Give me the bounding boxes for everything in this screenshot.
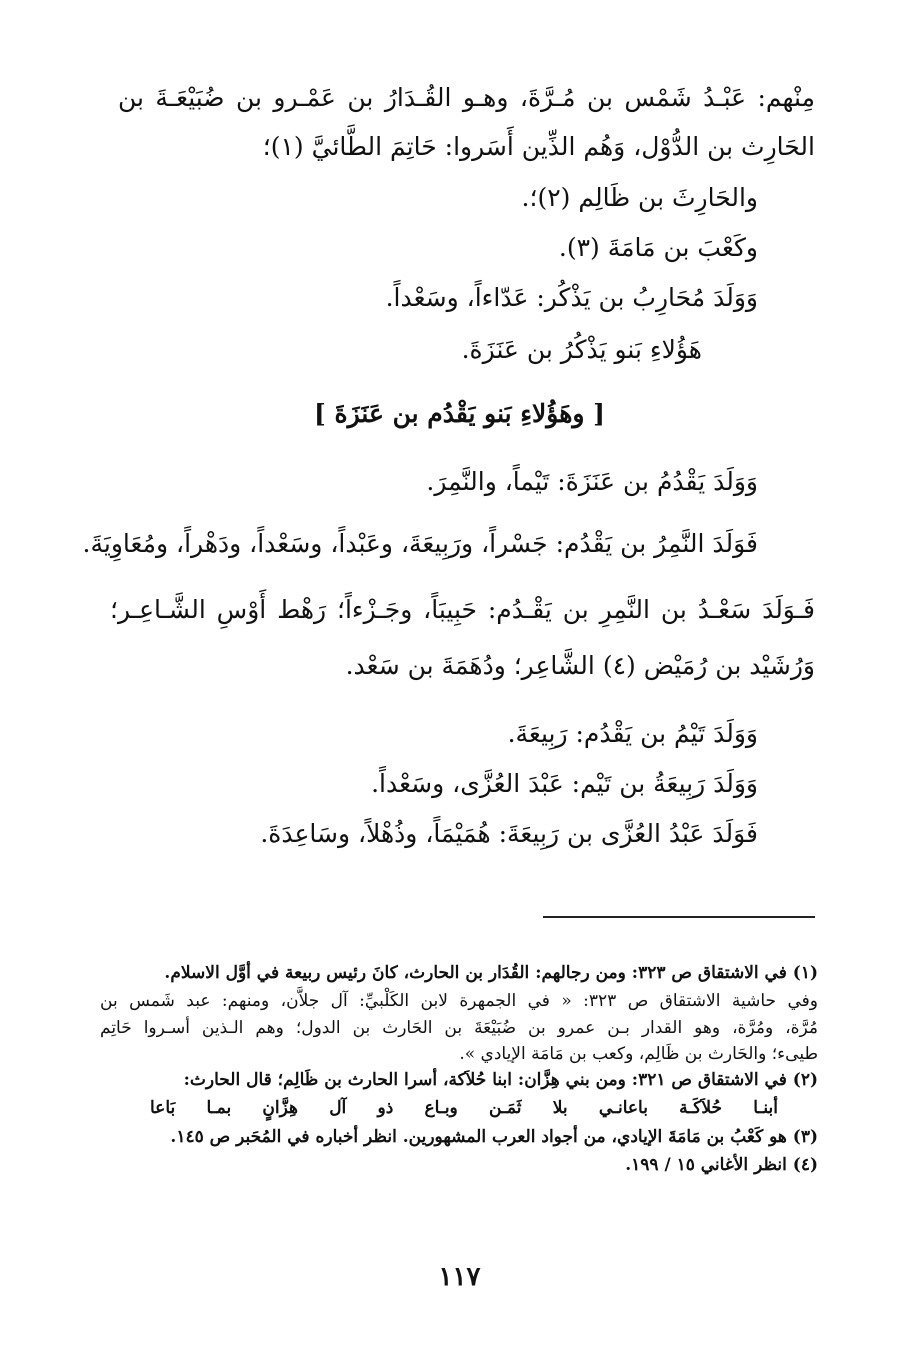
body-line-13: وَوَلَدَ رَبِيعَةُ بن تَيْم: عَبْدَ العُزَّى، وسَعْداً.: [371, 769, 758, 798]
footnote-1-cont-3: طيىء؛ والحَارث بن ظَالِم، وكعب بن مَامَة الإيادي ».: [459, 1044, 818, 1064]
body-line-3: والحَارِثَ بن ظَالِم (٢)؛.: [521, 183, 758, 212]
footnote-1-cont-2: مُرَّة، ومُرَّة، وهو القدار بـن عمرو بن ضُبَيْعَةَ بن الحَارث بن الدول؛ وهم الـذين أسـروا حَاتِم: [100, 1018, 818, 1038]
body-line-10: فَـوَلَدَ سَعْـدُ بن النَّمِرِ بن يَقْـدُم: حَبِيبَاً، وجَـزْءاً؛ رَهْط أَوْسِ الشَّـاعِـر؛: [110, 595, 815, 624]
body-line-11: وَرُشَيْد بن رُمَيْض (٤) الشَّاعِر؛ ودُهَمَةَ بن سَعْد.: [345, 651, 815, 680]
footnote-1-cont-1: وفي حاشية الاشتقاق ص ٣٢٣: « في الجمهرة لابن الكَلْبيِّ: آل جلاَّن، ومنهم: عبد شَمس بن: [100, 991, 818, 1011]
footnote-2-verse: أبنـا حُلاَكَـة باعانـي بلا ثَمَـن وبـاع ذو آل هِزَّانٍ بمـا بَاعا: [150, 1098, 778, 1118]
footnote-separator: [543, 916, 815, 918]
body-line-5: وَوَلَدَ مُحَارِبُ بن يَذْكُر: عَدّاءاً، وسَعْداً.: [385, 283, 758, 312]
body-line-6: هَؤُلاءِ بَنو يَذْكُرُ بن عَنَزَةَ.: [461, 335, 702, 364]
body-line-1: مِنْهم: عَبْـدُ شَمْس بن مُـرَّةَ، وهـو القُـدَارُ بن عَمْـرو بن ضُبَيْعَـةَ بن: [118, 83, 815, 112]
body-line-4: وكَعْبَ بن مَامَةَ (٣).: [558, 233, 758, 262]
footnote-1: (١) في الاشتقاق ص ٣٢٣: ومن رجالهم: القُدَار بن الحارث، كانَ رئيس ربيعة في أوَّل الاسلام.: [164, 963, 818, 983]
body-line-12: وَوَلَدَ تَيْمُ بن يَقْدُم: رَبِيعَةَ.: [507, 719, 758, 748]
section-heading: [ وهَؤُلاءِ بَنو يَقْدُم بن عَنَزَةَ ]: [313, 399, 606, 428]
body-line-2: الحَارِث بن الدُّوْل، وَهُم الذِّين أَسَروا: حَاتِمَ الطَّائيَّ (١)؛: [262, 132, 815, 161]
footnote-2: (٢) في الاشتقاق ص ٣٢١: ومن بني هِزَّان: ابنا حُلاَكة، أسرا الحارث بن ظَالِم؛ قال الحارث:: [183, 1070, 818, 1090]
body-line-14: فَوَلَدَ عَبْدُ العُزَّى بن رَبِيعَةَ: هُمَيْمَاً، وذُهْلاً، وسَاعِدَةَ.: [260, 819, 758, 848]
footnote-3: (٣) هو كَعْبُ بن مَامَةَ الإيادي، من أجواد العرب المشهورين. انظر أخباره في المُحَبر ص ١٤٥.: [170, 1127, 818, 1147]
page-number: ١١٧: [438, 1262, 481, 1292]
footnote-4: (٤) انظر الأغاني ١٥ / ١٩٩.: [625, 1155, 818, 1175]
body-line-8: وَوَلَدَ يَقْدُمُ بن عَنَزَةَ: تَيْماً، والنَّمِرَ.: [426, 467, 758, 496]
body-line-9: فَوَلَدَ النَّمِرُ بن يَقْدُم: جَسْراً، ورَبِيعَةَ، وعَبْداً، وسَعْداً، ودَهْراً، ومُعَاوِيَةَ.: [82, 529, 758, 558]
